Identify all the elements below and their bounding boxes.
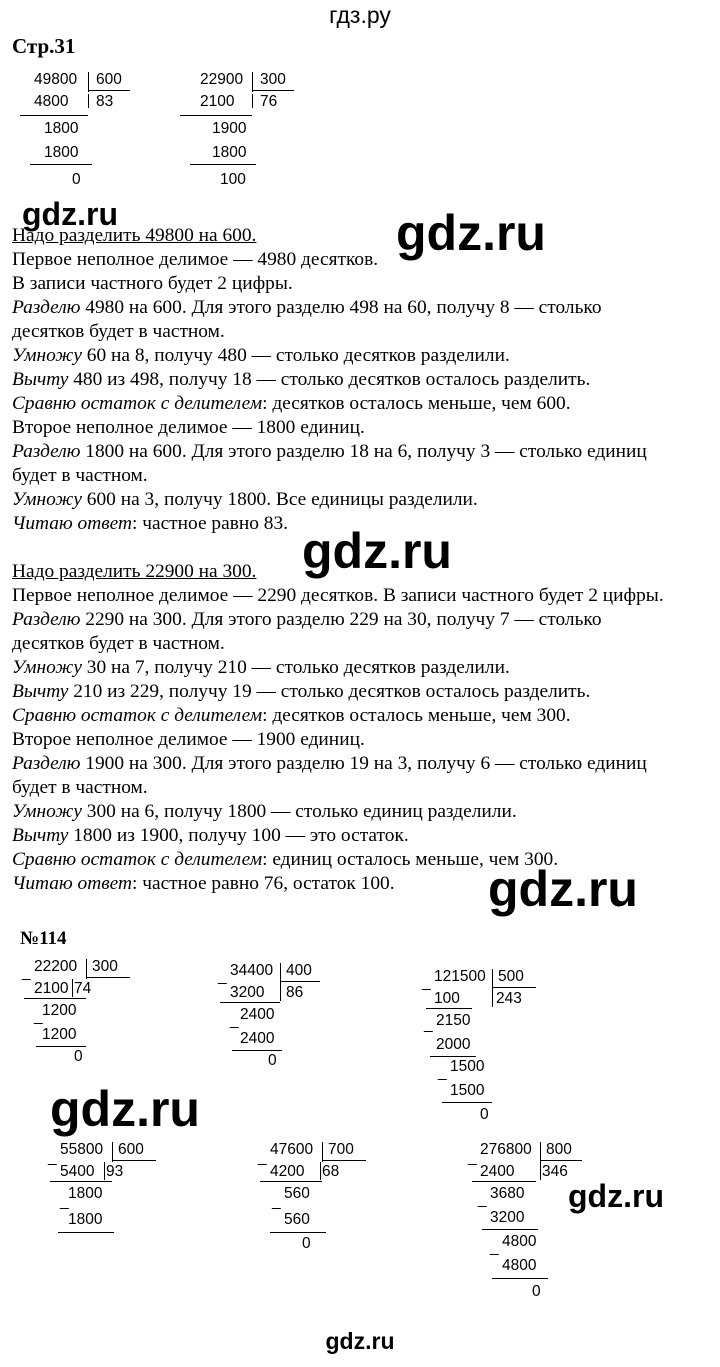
division-quotient: 93 — [106, 1163, 124, 1180]
division-step: 5400 — [60, 1163, 95, 1180]
minus-sign: _ — [22, 964, 31, 981]
division-bracket — [252, 94, 253, 108]
division-step: 1500 — [450, 1058, 485, 1075]
minus-sign: _ — [34, 1008, 43, 1025]
division-step: 1500 — [450, 1082, 485, 1099]
division-dividend: 276800 — [480, 1141, 532, 1158]
division-bracket — [492, 969, 493, 989]
page-heading: Стр.31 — [12, 34, 76, 58]
division-divisor-line — [88, 90, 130, 91]
division-step: 2400 — [480, 1163, 515, 1180]
division-bracket — [86, 959, 87, 979]
division-step: 1800 — [68, 1211, 103, 1228]
division-dividend: 49800 — [34, 71, 78, 88]
division-bracket — [540, 1142, 541, 1162]
division-rule — [190, 164, 256, 165]
division-rule — [492, 1278, 548, 1279]
minus-sign: _ — [60, 1193, 69, 1210]
minus-sign: _ — [490, 1239, 499, 1256]
division-divisor-line — [492, 987, 536, 988]
division-quotient: 74 — [74, 980, 92, 997]
explanation-line: Первое неполное делимое — 2290 десятков. В записи частного будет 2 цифры. — [12, 585, 664, 606]
division-rule — [30, 164, 92, 165]
explanation-title: Надо разделить 22900 на 300. — [12, 561, 257, 582]
explanation-line: Умножу 60 на 8, получу 480 — столько десятков разделили. — [12, 345, 510, 366]
division-step: 4800 — [502, 1233, 537, 1250]
division-step: 560 — [284, 1211, 310, 1228]
long-division-49800 — [20, 70, 160, 195]
division-remainder: 0 — [532, 1283, 541, 1300]
explanation-line: Разделю 2290 на 300. Для этого разделю 229 на 30, получу 7 — столько — [12, 609, 602, 630]
division-remainder: 0 — [302, 1235, 311, 1252]
minus-sign: _ — [230, 1012, 239, 1029]
division-step: 2100 — [200, 93, 235, 110]
division-bracket — [540, 1162, 541, 1180]
division-dividend: 34400 — [230, 962, 274, 979]
watermark: gdz.ru — [488, 861, 638, 917]
division-remainder: 0 — [74, 1048, 83, 1065]
watermark: gdz.ru — [568, 1178, 664, 1214]
explanation-line: Разделю 1900 на 300. Для этого разделю 19 на 3, получу 6 — столько единиц — [12, 753, 647, 774]
division-step: 3200 — [490, 1209, 525, 1226]
division-dividend: 47600 — [270, 1141, 314, 1158]
explanation-line: десятков будет в частном. — [12, 633, 225, 654]
explanation-line: Вычту 1800 из 1900, получу 100 — это остаток. — [12, 825, 409, 846]
division-quotient: 86 — [286, 984, 304, 1001]
explanation-line: Второе неполное делимое — 1800 единиц. — [12, 417, 365, 438]
explanation-line: Первое неполное делимое — 4980 десятков. — [12, 249, 379, 270]
minus-sign: _ — [438, 1064, 447, 1081]
division-divisor-line — [540, 1160, 582, 1161]
division-step: 100 — [434, 990, 460, 1007]
watermark: gdz.ru — [396, 205, 546, 261]
site-header: гдз.ру — [329, 2, 391, 28]
division-step: 2400 — [240, 1006, 275, 1023]
explanation-line: десятков будет в частном. — [12, 321, 225, 342]
division-quotient: 68 — [322, 1163, 340, 1180]
division-divisor: 500 — [498, 968, 524, 985]
division-rule — [472, 1181, 536, 1182]
explanation-line: Вычту 210 из 229, получу 19 — столько десятков осталось разделить. — [12, 681, 591, 702]
watermark: gdz.ru — [302, 523, 452, 579]
division-step: 4800 — [34, 93, 69, 110]
exercise-heading: №114 — [20, 928, 67, 949]
division-rule — [180, 115, 252, 116]
division-remainder: 100 — [220, 171, 246, 188]
explanation-block-2 — [12, 560, 664, 896]
explanation-line: Умножу 600 на 3, получу 1800. Все единицы разделили. — [12, 489, 478, 510]
minus-sign: _ — [468, 1149, 477, 1166]
long-division-276800 — [468, 1140, 618, 1320]
division-bracket — [112, 1142, 113, 1162]
division-bracket — [280, 963, 281, 983]
division-dividend: 22900 — [200, 71, 244, 88]
division-dividend: 55800 — [60, 1141, 104, 1158]
explanation-line: будет в частном. — [12, 465, 148, 486]
division-step: 2150 — [436, 1012, 471, 1029]
watermark: gdz.ru — [50, 1081, 200, 1137]
division-divisor: 600 — [118, 1141, 144, 1158]
explanation-line: Разделю 1800 на 600. Для этого разделю 18 на 6, получу 3 — столько единиц — [12, 441, 647, 462]
division-divisor: 800 — [546, 1141, 572, 1158]
explanation-line: Разделю 4980 на 600. Для этого разделю 498 на 60, получу 8 — столько — [12, 297, 602, 318]
long-division-34400 — [218, 961, 358, 1091]
division-quotient: 243 — [496, 990, 522, 1007]
explanation-line: Читаю ответ: частное равно 76, остаток 100. — [12, 873, 395, 894]
watermark: gdz.ru — [22, 196, 118, 232]
minus-sign: _ — [272, 1193, 281, 1210]
division-divisor-line — [280, 981, 320, 982]
division-bracket — [252, 72, 253, 92]
division-rule — [426, 1008, 472, 1009]
division-rule — [482, 1229, 538, 1230]
division-rule — [20, 115, 88, 116]
explanation-line: Умножу 300 на 6, получу 1800 — столько единиц разделили. — [12, 801, 517, 822]
division-rule — [442, 1102, 492, 1103]
division-divisor-line — [322, 1160, 366, 1161]
long-division-22900 — [180, 70, 320, 195]
division-step: 560 — [284, 1185, 310, 1202]
division-divisor: 700 — [328, 1141, 354, 1158]
explanation-block-1 — [12, 224, 647, 536]
division-step: 4800 — [502, 1257, 537, 1274]
long-division-55800 — [48, 1140, 188, 1270]
division-rule — [260, 1181, 322, 1182]
explanation-line: Умножу 30 на 7, получу 210 — столько десятков разделили. — [12, 657, 510, 678]
division-rule — [24, 998, 86, 999]
division-divisor-line — [86, 977, 130, 978]
site-footer: gdz.ru — [325, 1328, 395, 1354]
division-rule — [270, 1232, 326, 1233]
explanation-line: Сравню остаток с делителем: десятков осталось меньше, чем 300. — [12, 705, 571, 726]
division-bracket — [72, 979, 73, 997]
division-bracket — [320, 1162, 321, 1180]
division-divisor: 600 — [96, 71, 122, 88]
minus-sign: _ — [258, 1149, 267, 1166]
division-step: 1800 — [68, 1185, 103, 1202]
explanation-line: Сравню остаток с делителем: десятков осталось меньше, чем 600. — [12, 393, 571, 414]
explanation-line: В записи частного будет 2 цифры. — [12, 273, 293, 294]
division-step: 3200 — [230, 984, 265, 1001]
explanation-line: Сравню остаток с делителем: единиц осталось меньше, чем 300. — [12, 849, 559, 870]
division-bracket — [88, 72, 89, 92]
minus-sign: _ — [478, 1191, 487, 1208]
division-step: 1900 — [212, 120, 247, 137]
division-step: 1800 — [44, 144, 79, 161]
division-step: 1800 — [44, 120, 79, 137]
division-divisor: 300 — [92, 958, 118, 975]
minus-sign: _ — [422, 974, 431, 991]
division-remainder: 0 — [268, 1052, 277, 1069]
division-rule — [220, 1002, 280, 1003]
division-rule — [50, 1181, 112, 1182]
division-step: 2000 — [436, 1036, 471, 1053]
minus-sign: _ — [424, 1016, 433, 1033]
division-step: 3680 — [490, 1185, 525, 1202]
division-quotient: 76 — [260, 93, 278, 110]
explanation-line: Читаю ответ: частное равно 83. — [12, 513, 289, 534]
division-quotient: 346 — [542, 1163, 568, 1180]
minus-sign: _ — [48, 1149, 57, 1166]
division-dividend: 121500 — [434, 968, 486, 985]
long-division-121500 — [422, 967, 572, 1147]
division-remainder: 0 — [72, 171, 81, 188]
explanation-title: Надо разделить 49800 на 600. — [12, 225, 257, 246]
division-bracket — [322, 1142, 323, 1162]
minus-sign: _ — [218, 968, 227, 985]
division-bracket — [280, 983, 281, 1001]
division-bracket — [492, 989, 493, 1007]
explanation-line: Вычту 480 из 498, получу 18 — столько десятков осталось разделить. — [12, 369, 591, 390]
division-divisor: 400 — [286, 962, 312, 979]
division-dividend: 22200 — [34, 958, 78, 975]
division-quotient: 83 — [96, 93, 114, 110]
division-step: 2100 — [34, 980, 69, 997]
long-division-22200 — [22, 957, 162, 1087]
division-rule — [58, 1232, 114, 1233]
explanation-line: Второе неполное делимое — 1900 единиц. — [12, 729, 365, 750]
division-divisor-line — [112, 1160, 156, 1161]
explanation-line: будет в частном. — [12, 777, 148, 798]
division-bracket — [104, 1162, 105, 1180]
division-bracket — [88, 94, 89, 108]
division-divisor: 300 — [260, 71, 286, 88]
division-remainder: 0 — [480, 1106, 489, 1123]
division-divisor-line — [252, 90, 294, 91]
division-step: 1200 — [42, 1026, 77, 1043]
long-division-47600 — [258, 1140, 398, 1270]
division-step: 1200 — [42, 1002, 77, 1019]
division-step: 2400 — [240, 1030, 275, 1047]
division-step: 4200 — [270, 1163, 305, 1180]
division-step: 1800 — [212, 144, 247, 161]
